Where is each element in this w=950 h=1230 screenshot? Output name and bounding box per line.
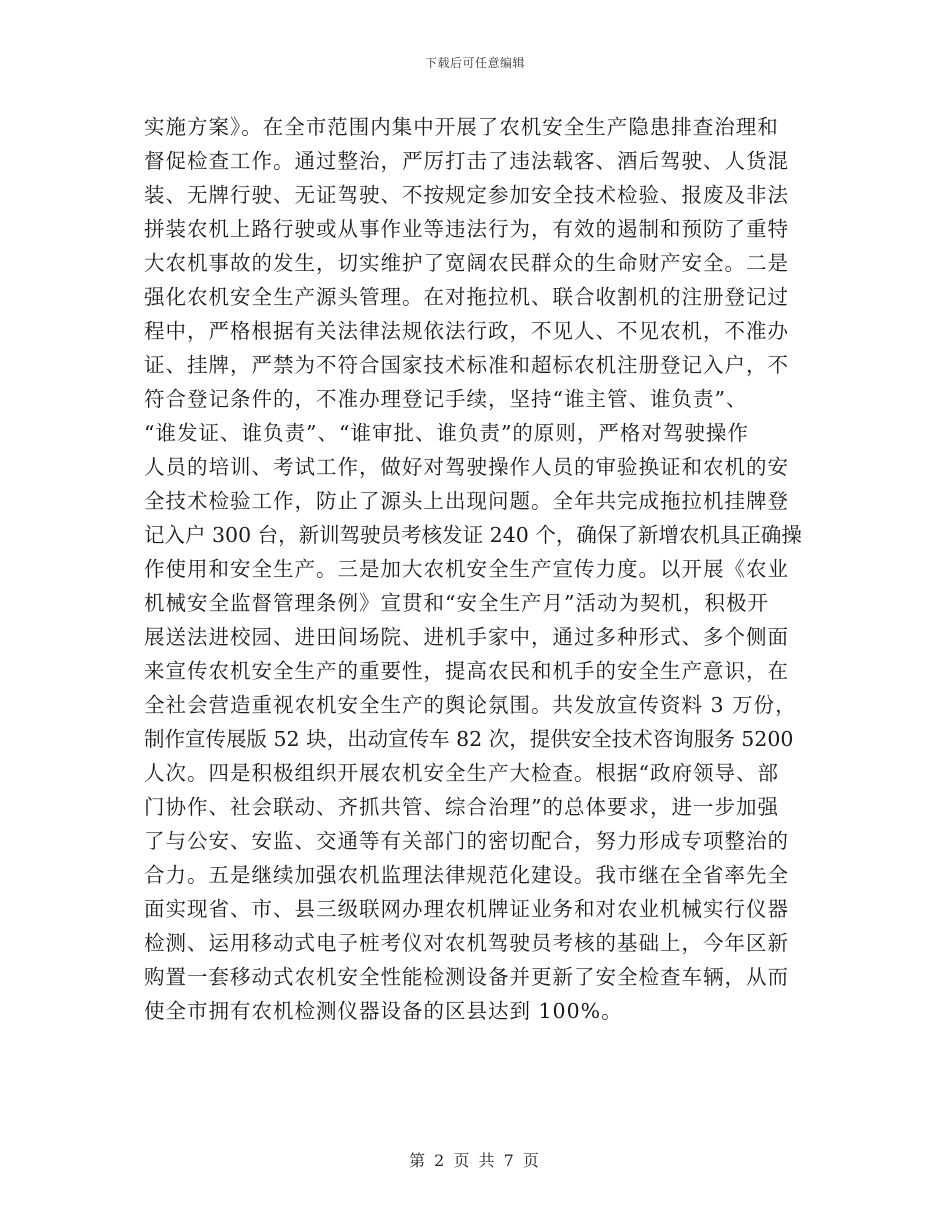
text-line: “谁发证、谁负责”、“谁审批、谁负责”的原则，严格对驾驶操作 [144, 421, 749, 445]
text-line: 程中，严格根据有关法律法规依法行政，不见人、不见农机，不准办 [144, 319, 789, 343]
text-line: 展送法进校园、进田间场院、进机手家中，通过多种形式、多个侧面 [144, 625, 789, 649]
text-line: 来宣传农机安全生产的重要性，提高农民和机手的安全生产意识，在 [144, 659, 789, 683]
text-line: 全社会营造重视农机安全生产的舆论氛围。共发放宣传资料 3 万份， [144, 693, 797, 717]
text-line: 证、挂牌，严禁为不符合国家技术标准和超标农机注册登记入户，不 [144, 353, 789, 377]
text-line: 全技术检验工作，防止了源头上出现问题。全年共完成拖拉机挂牌登 [144, 489, 789, 513]
text-line: 人员的培训、考试工作，做好对驾驶操作人员的审验换证和农机的安 [144, 455, 789, 479]
page-number-footer: 第 2 页 共 7 页 [409, 1151, 541, 1170]
text-line: 记入户 300 台，新训驾驶员考核发证 240 个，确保了新增农机具正确操 [144, 523, 802, 547]
text-line: 了与公安、安监、交通等有关部门的密切配合，努力形成专项整治的 [144, 829, 789, 853]
text-line: 符合登记条件的，不准办理登记手续，坚持“谁主管、谁负责”、 [144, 387, 748, 411]
text-line: 使全市拥有农机检测仪器设备的区县达到 100%。 [144, 999, 623, 1023]
text-line: 拼装农机上路行驶或从事作业等违法行为，有效的遏制和预防了重特 [144, 217, 789, 241]
text-line: 强化农机安全生产源头管理。在对拖拉机、联合收割机的注册登记过 [144, 285, 789, 309]
text-line: 制作宣传展版 52 块，出动宣传车 82 次，提供安全技术咨询服务 5200 [144, 727, 794, 751]
page-header: 下载后可任意编辑 [424, 56, 525, 70]
text-line: 购置一套移动式农机安全性能检测设备并更新了安全检查车辆，从而 [144, 965, 789, 989]
text-line: 大农机事故的发生，切实维护了宽阔农民群众的生命财产安全。二是 [144, 251, 789, 275]
text-line: 机械安全监督管理条例》宣贯和“安全生产月”活动为契机，积极开 [144, 591, 769, 615]
text-line: 检测、运用移动式电子桩考仪对农机驾驶员考核的基础上，今年区新 [144, 931, 789, 955]
text-line: 督促检查工作。通过整治，严厉打击了违法载客、酒后驾驶、人货混 [144, 149, 789, 173]
text-line: 门协作、社会联动、齐抓共管、综合治理”的总体要求，进一步加强 [144, 795, 779, 819]
body-paragraph [144, 110, 802, 1028]
text-line: 装、无牌行驶、无证驾驶、不按规定参加安全技术检验、报废及非法 [144, 183, 789, 207]
text-line: 合力。五是继续加强农机监理法律规范化建设。我市继在全省率先全 [144, 863, 789, 887]
text-line: 面实现省、市、县三级联网办理农机牌证业务和对农业机械实行仪器 [144, 897, 789, 921]
text-line: 实施方案》。在全市范围内集中开展了农机安全生产隐患排查治理和 [144, 115, 779, 139]
text-line: 作使用和安全生产。三是加大农机安全生产宣传力度。以开展《农业 [144, 557, 789, 581]
text-line: 人次。四是积极组织开展农机安全生产大检查。根据“政府领导、部 [144, 761, 779, 785]
